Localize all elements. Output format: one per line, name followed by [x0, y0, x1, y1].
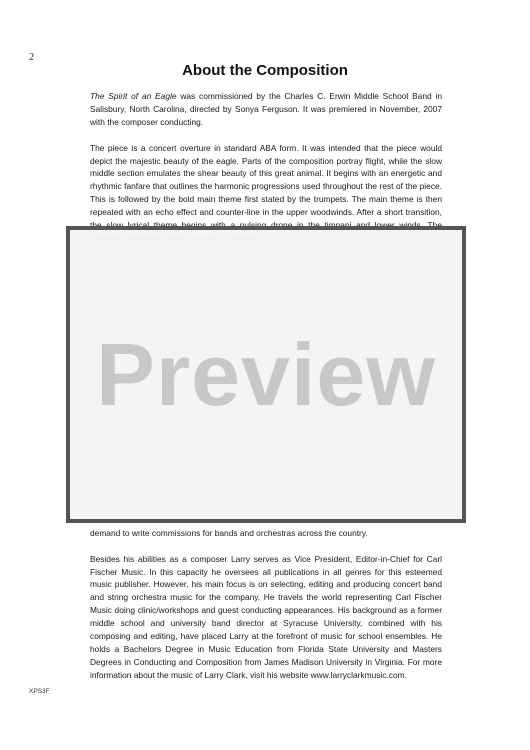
biography-partial-line: demand to write commissions for bands and orchestras across the country. — [90, 527, 368, 538]
preview-overlay — [66, 226, 466, 523]
form-description-paragraph: The piece is a concert overture in standard ABA form. It was intended that the piece would depict the majestic beauty of the eagle. Parts of the composition portray flight, while the slow middle section emulates the shear beauty of this great animal. It begins with an energetic and rhythmic fanfare that outlines the harmonic progressions used throughout the rest of the piece. This is followed by the bold main theme first stated by the trumpets. The main theme is then repeated with an echo effect and counter-line in the upper woodwinds. After a short transition, — [90, 142, 442, 218]
page-title: About the Composition — [182, 62, 348, 79]
preview-watermark: Preview — [96, 324, 436, 424]
page-number: 2 — [29, 52, 34, 63]
commission-paragraph — [90, 90, 442, 129]
biography-paragraph: Besides his abilities as a composer Larry serves as Vice President, Editor-in-Chief for Carl Fischer Music. In this capacity he oversees all publications in all genres for this esteemed music publisher. However, his main focus is on selecting, editing and producing concert band and string orchestra music for the company. He travels the world representing Carl Fischer Music doing clinic/workshops and guest conducting appearances. His background as a former middle school and university band director at Syracuse University, combined with his composing and editing, have placed Larry at the forefront of music for school ensembles. He holds a Bachelors Degree in Music Education from Florida State University and Masters Degrees in Conducting and Composition from James Madison University in Virginia. For more information about the music of Larry Clark, visit his website www.larryclarkmusic.com. — [90, 553, 442, 680]
commission-text: was commissioned by the Charles C. Erwin Middle School Band in Salisbury, North Carolina, directed by Sonya Ferguson. It was premiered in November, 2007 with the composer conducting. — [90, 91, 442, 127]
work-title: The Spirit of an Eagle — [90, 91, 177, 101]
catalog-code: XPS3F — [29, 688, 50, 695]
